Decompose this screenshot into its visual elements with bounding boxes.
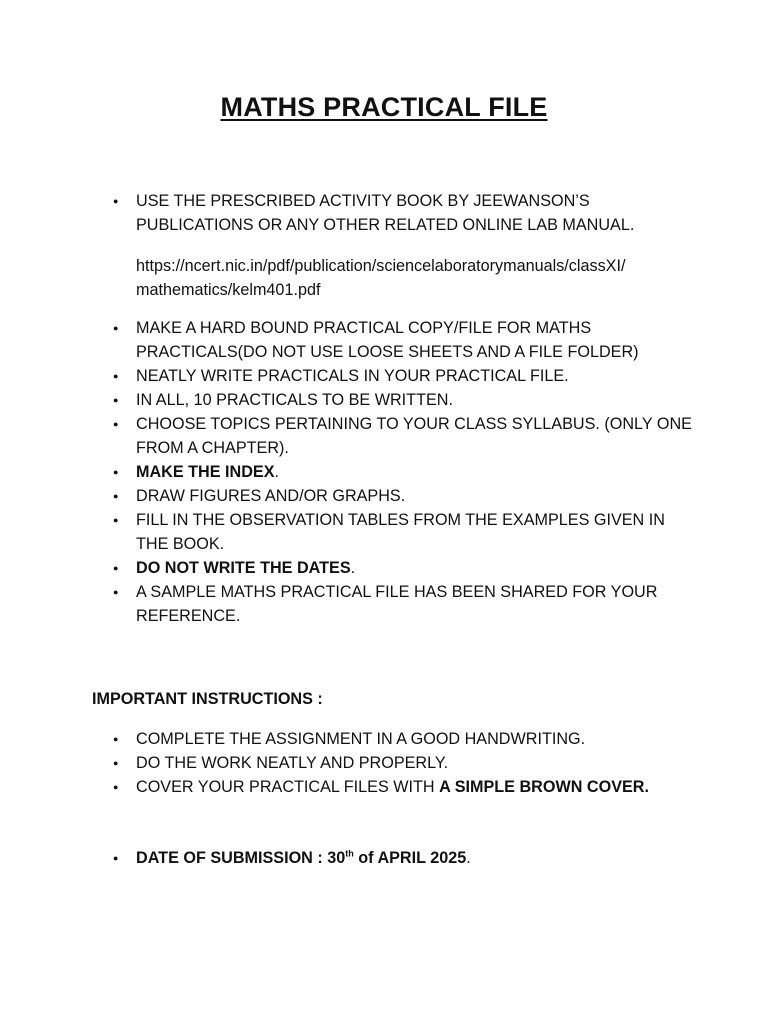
list-item: ● MAKE A HARD BOUND PRACTICAL COPY/FILE FOR MATHS PRACTICALS(DO NOT USE LOOSE SHEETS AND A FILE FOLDER) (92, 316, 692, 364)
list-item (92, 556, 692, 580)
list-item: ● CHOOSE TOPICS PERTAINING TO YOUR CLASS SYLLABUS. (ONLY ONE FROM A CHAPTER). (92, 412, 692, 460)
important-instructions-heading: IMPORTANT INSTRUCTIONS : (92, 690, 323, 708)
list-item: ● NEATLY WRITE PRACTICALS IN YOUR PRACTICAL FILE. (92, 364, 692, 388)
list-item (92, 775, 692, 799)
period: . (274, 463, 280, 481)
list-item: ● DRAW FIGURES AND/OR GRAPHS. (92, 484, 692, 508)
period: . (350, 559, 356, 577)
list-item: ● IN ALL, 10 PRACTICALS TO BE WRITTEN. (92, 388, 692, 412)
no-dates-text: DO NOT WRITE THE DATES (136, 559, 351, 577)
manual-link-line-1[interactable]: https://ncert.nic.in/pdf/publication/sciencelaboratorymanuals/classXI/ (136, 257, 626, 275)
cover-text: COVER YOUR PRACTICAL FILES WITH (136, 778, 440, 796)
brown-cover-text: A SIMPLE BROWN COVER. (439, 778, 649, 796)
submission-list (92, 846, 692, 870)
submission-label: DATE OF SUBMISSION : 30 (136, 849, 346, 867)
make-index-text: MAKE THE INDEX (136, 463, 275, 481)
period: . (466, 849, 471, 867)
manual-link-line-2[interactable]: mathematics/kelm401.pdf (136, 281, 321, 299)
ordinal-suffix: th (345, 848, 354, 859)
submission-month-year: of APRIL 2025 (353, 849, 467, 867)
list-item: ● A SAMPLE MATHS PRACTICAL FILE HAS BEEN SHARED FOR YOUR REFERENCE. (92, 580, 692, 628)
list-item: ● USE THE PRESCRIBED ACTIVITY BOOK BY JEEWANSON’S PUBLICATIONS OR ANY OTHER RELATED ONLINE LAB MANUAL. (92, 189, 692, 237)
submission-date-item (92, 846, 692, 870)
instructions-list-main (92, 316, 692, 628)
list-item (92, 460, 692, 484)
instructions-list-intro (92, 189, 692, 237)
manual-link[interactable] (136, 254, 696, 302)
list-item: ● FILL IN THE OBSERVATION TABLES FROM THE EXAMPLES GIVEN IN THE BOOK. (92, 508, 692, 556)
important-instructions-list (92, 727, 692, 799)
list-item: ● COMPLETE THE ASSIGNMENT IN A GOOD HANDWRITING. (92, 727, 692, 751)
page-title: MATHS PRACTICAL FILE (220, 92, 548, 122)
list-item: ● DO THE WORK NEATLY AND PROPERLY. (92, 751, 692, 775)
